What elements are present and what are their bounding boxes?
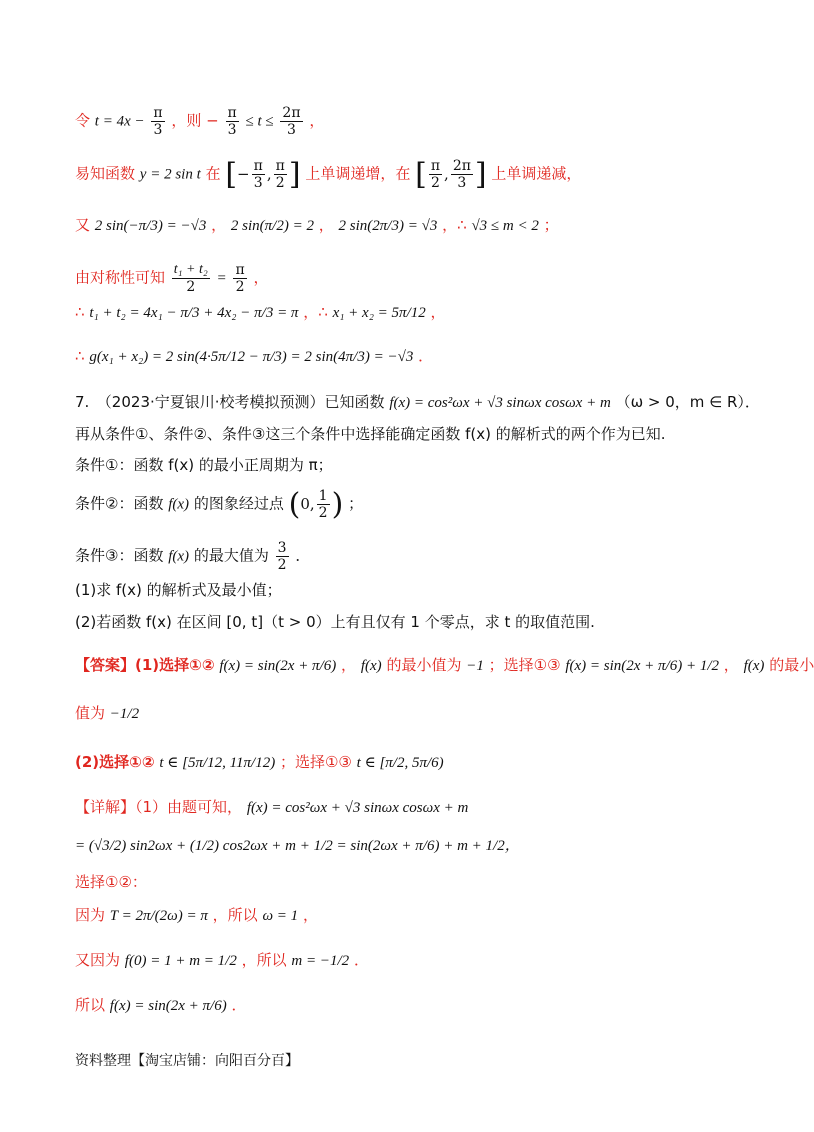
denominator: 2 (186, 279, 196, 295)
question-7 (75, 392, 760, 413)
answer-line-2 (75, 703, 760, 724)
interval-1: [− $\frac{\pi}{3}$ , $\frac{\pi}{2}$ ] (225, 156, 301, 192)
text: 条件②：函数 (75, 494, 164, 513)
solution-line-1 (75, 105, 760, 138)
fraction-pi-3: $\frac{\pi}{3}$ (153, 105, 163, 138)
detail-line-5 (75, 950, 760, 971)
text: 因为 (75, 906, 106, 924)
condition-2 (75, 488, 760, 521)
text: ， (302, 906, 318, 924)
solution-line-3 (75, 215, 760, 236)
text: ， (253, 268, 269, 287)
fraction-2pi-3: $\frac{2\pi}{3}$ (282, 105, 301, 138)
text: 条件③：函数 (75, 546, 164, 565)
text: ， (341, 656, 357, 674)
interval-2: [ $\frac{\pi}{2}$ , $\frac{2\pi}{3}$ ] (415, 156, 487, 192)
text: ∴ (75, 347, 85, 365)
formula: = (216, 270, 227, 287)
fraction-t-sum (172, 262, 210, 295)
text: ； (348, 494, 364, 513)
formula: √3 ≤ m < 2 (471, 218, 539, 234)
formula: f(0) = 1 + m = 1/2 (124, 953, 237, 969)
text: ， (723, 656, 739, 674)
detail-line-4 (75, 905, 760, 926)
text: ． (295, 546, 311, 565)
text: ，所以 (241, 951, 287, 969)
text: 易知函数 (75, 164, 136, 183)
formula: −1/2 (109, 706, 140, 722)
formula: f(x) (168, 496, 190, 513)
formula: ω = 1 (262, 908, 299, 924)
text: ． (353, 951, 369, 969)
formula: t ∈ [5π/12, 11π/12) (159, 755, 276, 771)
text: ． (418, 347, 434, 365)
text: 的最小值为 (386, 656, 462, 674)
text: 上单调递减， (491, 164, 582, 183)
question-condition-intro: 再从条件①、条件②、条件③这三个条件中选择能确定函数 f(x) 的解析式的两个作为已知. (75, 425, 666, 443)
text: ， (430, 303, 446, 321)
formula: y = 2 sin t (139, 166, 201, 183)
part-2: (2)若函数 f(x) 在区间 [0, t]（t > 0）上有且仅有 1 个零点，求 t 的取值范围. (75, 613, 595, 631)
fraction-pi-2: $\frac{\pi}{2}$ (235, 262, 245, 295)
formula: 2 sin(π/2) = 2 (230, 218, 314, 234)
text: ；选择①③ (279, 753, 352, 771)
part-1: (1)求 f(x) 的解析式及最小值； (75, 581, 282, 599)
answer-label: 【答案】(1)选择①② (75, 656, 215, 674)
formula: ≤ t ≤ (245, 113, 274, 130)
fraction-3-2: $\frac{3}{2}$ (277, 540, 287, 573)
text: ； (543, 216, 559, 234)
text: 在 (205, 164, 221, 183)
formula: t = 4x − (94, 113, 145, 130)
point-0-half: (0, $\frac{1}{2}$ ) (288, 486, 344, 522)
answer-line-3 (75, 752, 760, 773)
text: ∴ (75, 303, 85, 321)
text: 所以 (75, 996, 106, 1014)
formula: g(x₁ + x₂) = 2 sin(4·5π/12 − π/3) = 2 sin(4π/3) = −√3 (89, 349, 414, 365)
numerator: t₁ + t₂ (173, 262, 208, 277)
formula: f(x) (743, 658, 765, 674)
detail-line-6 (75, 995, 760, 1016)
formula: m = −1/2 (291, 953, 350, 969)
text: 的最大值为 (193, 546, 269, 565)
formula: t ∈ [π/2, 5π/6) (356, 755, 444, 771)
solution-line-4 (75, 262, 760, 295)
detail-line-3: 选择①②： (75, 873, 147, 891)
formula: −1 (466, 658, 484, 674)
question-text: 7. （2023·宁夏银川·校考模拟预测）已知函数 (75, 393, 385, 411)
condition-1: 条件①：函数 f(x) 的最小正周期为 π； (75, 456, 333, 474)
solution-line-5 (75, 302, 760, 323)
text: ，∴ (442, 216, 467, 234)
formula: T = 2π/(2ω) = π (109, 908, 208, 924)
solution-line-2 (75, 158, 760, 191)
text: ，∴ (303, 303, 328, 321)
text: 令 (75, 111, 91, 130)
formula: f(x) = cos²ωx + √3 sinωx cosωx + m (389, 395, 611, 411)
text: 又 (75, 216, 91, 234)
formula: x₁ + x₂ = 5π/12 (332, 305, 426, 321)
formula: 2 sin(−π/3) = −√3 (94, 218, 207, 234)
text: ， (318, 216, 334, 234)
text: （ω > 0，m ∈ R）． (615, 393, 760, 411)
detail-label: 【详解】（1）由题可知， (75, 798, 243, 816)
text: ；选择①③ (488, 656, 561, 674)
text: ，所以 (212, 906, 258, 924)
formula: t₁ + t₂ = 4x₁ − π/3 + 4x₂ − π/3 = π (89, 305, 299, 321)
formula: f(x) = sin(2x + π/6) (219, 658, 337, 674)
text: 由对称性可知 (75, 268, 166, 287)
text: 上单调递增，在 (305, 164, 411, 183)
detail-line-2: = (√3/2) sin2ωx + (1/2) cos2ωx + m + 1/2 = sin(2ωx + π/6) + m + 1/2， (75, 838, 520, 854)
text: (2)选择①② (75, 753, 155, 771)
fraction-pi-3: $\frac{\pi}{3}$ (227, 105, 237, 138)
page-footer: 资料整理【淘宝店铺：向阳百分百】 (75, 1053, 299, 1069)
text: 值为 (75, 704, 106, 722)
formula: f(x) = sin(2x + π/6) + 1/2 (565, 658, 720, 674)
formula: f(x) = sin(2x + π/6) (109, 998, 227, 1014)
text: 的图象经过点 (193, 494, 284, 513)
text: ． (231, 996, 247, 1014)
formula: f(x) (168, 548, 190, 565)
text: 的最小 (769, 656, 814, 674)
condition-3 (75, 540, 760, 573)
formula: f(x) (360, 658, 382, 674)
text: ，则 − (171, 111, 219, 130)
detail-line-1 (75, 797, 760, 818)
text: 又因为 (75, 951, 121, 969)
text: ， (309, 111, 325, 130)
text: ， (211, 216, 227, 234)
formula: 2 sin(2π/3) = √3 (338, 218, 438, 234)
solution-line-6 (75, 346, 760, 367)
formula: f(x) = cos²ωx + √3 sinωx cosωx + m (246, 800, 469, 816)
answer-line-1 (75, 655, 814, 676)
